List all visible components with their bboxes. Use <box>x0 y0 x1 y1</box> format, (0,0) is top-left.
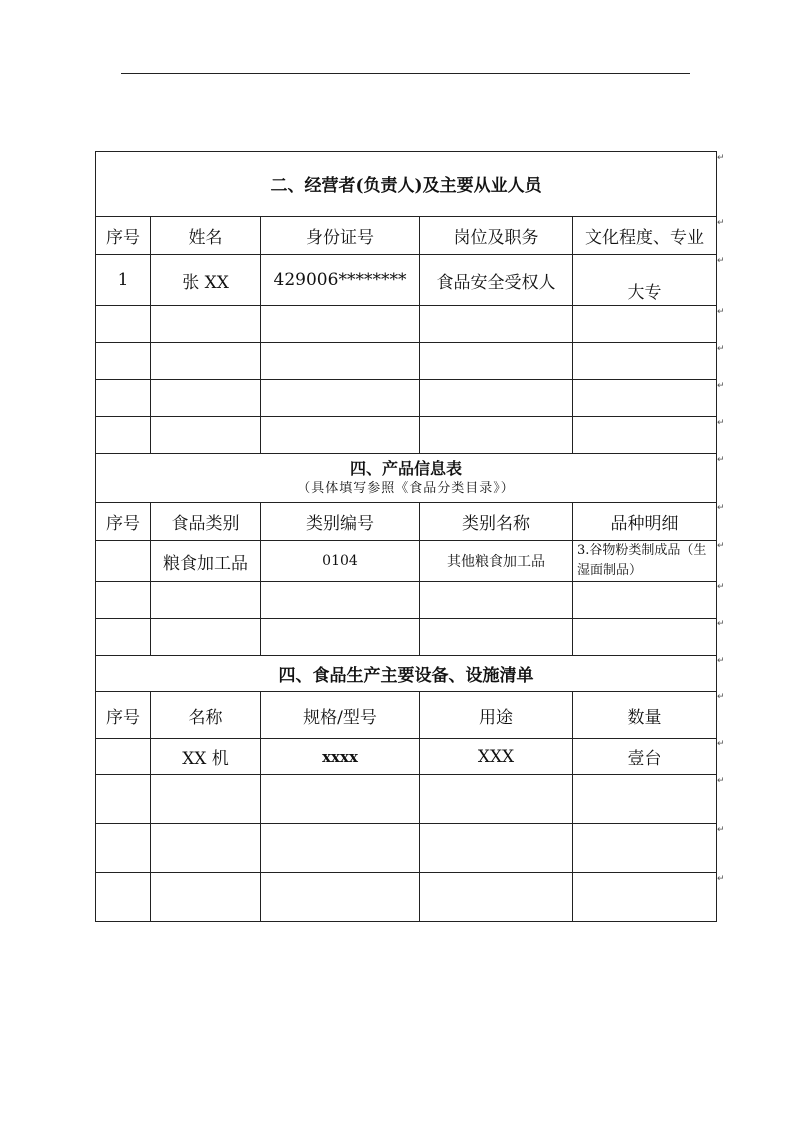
empty-cell[interactable] <box>96 775 151 824</box>
empty-cell[interactable] <box>420 582 573 619</box>
header-name: 姓名 <box>151 217 261 255</box>
cell-index[interactable]: 1 <box>96 255 151 306</box>
empty-cell[interactable] <box>573 343 717 380</box>
paragraph-mark-icon: ↵ <box>717 619 725 629</box>
empty-cell[interactable] <box>96 417 151 454</box>
empty-cell[interactable] <box>96 380 151 417</box>
paragraph-mark-icon: ↵ <box>717 344 725 354</box>
empty-cell[interactable] <box>151 873 261 922</box>
empty-cell[interactable] <box>96 873 151 922</box>
header-equipment-name: 名称 <box>151 692 261 739</box>
empty-cell[interactable] <box>420 417 573 454</box>
empty-cell[interactable] <box>151 417 261 454</box>
paragraph-mark-icon: ↵ <box>717 692 725 702</box>
empty-cell[interactable] <box>151 619 261 656</box>
empty-cell[interactable] <box>261 306 420 343</box>
empty-cell[interactable] <box>151 775 261 824</box>
empty-cell[interactable] <box>261 775 420 824</box>
cell-index[interactable] <box>96 739 151 775</box>
empty-cell[interactable] <box>261 873 420 922</box>
table-row <box>96 417 717 454</box>
cell-index[interactable] <box>96 541 151 582</box>
paragraph-mark-icon: ↵ <box>717 503 725 513</box>
paragraph-mark-icon: ↵ <box>717 582 725 592</box>
empty-cell[interactable] <box>573 619 717 656</box>
empty-cell[interactable] <box>573 417 717 454</box>
paragraph-mark-icon: ↵ <box>717 455 725 465</box>
empty-cell[interactable] <box>573 873 717 922</box>
header-spec-model: 规格/型号 <box>261 692 420 739</box>
empty-cell[interactable] <box>420 380 573 417</box>
header-index: 序号 <box>96 692 151 739</box>
empty-cell[interactable] <box>420 824 573 873</box>
table-row <box>96 824 717 873</box>
header-position: 岗位及职务 <box>420 217 573 255</box>
empty-cell[interactable] <box>151 380 261 417</box>
section3-header-row <box>96 692 717 739</box>
paragraph-mark-icon: ↵ <box>717 656 725 666</box>
paragraph-mark-icon: ↵ <box>717 153 725 163</box>
header-variety-detail: 品种明细 <box>573 503 717 541</box>
empty-cell[interactable] <box>151 343 261 380</box>
empty-cell[interactable] <box>96 343 151 380</box>
empty-cell[interactable] <box>96 582 151 619</box>
empty-cell[interactable] <box>420 619 573 656</box>
table-row <box>96 582 717 619</box>
empty-cell[interactable] <box>573 582 717 619</box>
empty-cell[interactable] <box>261 343 420 380</box>
empty-cell[interactable] <box>573 380 717 417</box>
empty-cell[interactable] <box>261 582 420 619</box>
section2-subtitle: （具体填写参照《食品分类目录》） <box>297 481 515 496</box>
empty-cell[interactable] <box>96 824 151 873</box>
empty-cell[interactable] <box>420 343 573 380</box>
table-row <box>96 343 717 380</box>
paragraph-mark-icon: ↵ <box>717 256 725 266</box>
paragraph-mark-icon: ↵ <box>717 825 725 835</box>
empty-cell[interactable] <box>420 873 573 922</box>
table-row <box>96 255 717 306</box>
table-row <box>96 380 717 417</box>
header-category-name: 类别名称 <box>420 503 573 541</box>
paragraph-mark-icon: ↵ <box>717 541 725 551</box>
cell-id-number[interactable]: 429006******** <box>261 255 420 306</box>
empty-cell[interactable] <box>261 619 420 656</box>
empty-cell[interactable] <box>151 582 261 619</box>
cell-food-category[interactable]: 粮食加工品 <box>151 541 261 582</box>
paragraph-mark-icon: ↵ <box>717 418 725 428</box>
table-row <box>96 541 717 582</box>
table-row <box>96 619 717 656</box>
empty-cell[interactable] <box>261 824 420 873</box>
paragraph-mark-icon: ↵ <box>717 874 725 884</box>
table-row <box>96 306 717 343</box>
cell-category-name[interactable]: 其他粮食加工品 <box>420 541 573 582</box>
section3-title-row <box>96 656 717 692</box>
section1-title-row <box>96 152 717 217</box>
cell-quantity[interactable]: 壹台 <box>573 739 717 775</box>
section1-header-row <box>96 217 717 255</box>
empty-cell[interactable] <box>151 824 261 873</box>
empty-cell[interactable] <box>573 824 717 873</box>
header-purpose: 用途 <box>420 692 573 739</box>
empty-cell[interactable] <box>573 306 717 343</box>
paragraph-mark-icon: ↵ <box>717 218 725 228</box>
cell-category-code[interactable]: 0104 <box>261 541 420 582</box>
section2-title-row <box>96 454 717 503</box>
cell-name[interactable]: 张 XX <box>151 255 261 306</box>
empty-cell[interactable] <box>420 306 573 343</box>
empty-cell[interactable] <box>261 380 420 417</box>
table-row <box>96 775 717 824</box>
section1-title: 二、经营者(负责人)及主要从业人员 <box>96 152 717 217</box>
table-row <box>96 873 717 922</box>
paragraph-mark-icon: ↵ <box>717 739 725 749</box>
paragraph-mark-icon: ↵ <box>717 307 725 317</box>
empty-cell[interactable] <box>151 306 261 343</box>
header-education: 文化程度、专业 <box>573 217 717 255</box>
cell-spec-model[interactable]: xxxx <box>261 739 420 775</box>
empty-cell[interactable] <box>96 306 151 343</box>
header-rule <box>121 73 690 74</box>
cell-variety-detail[interactable]: 3.谷物粉类制成品（生湿面制品） <box>573 541 717 582</box>
cell-position[interactable]: 食品安全受权人 <box>420 255 573 306</box>
empty-cell[interactable] <box>261 417 420 454</box>
cell-purpose[interactable]: XXX <box>420 739 573 775</box>
header-category-code: 类别编号 <box>261 503 420 541</box>
header-index: 序号 <box>96 217 151 255</box>
header-index: 序号 <box>96 503 151 541</box>
header-id-number: 身份证号 <box>261 217 420 255</box>
section2-title-cell <box>96 454 717 503</box>
cell-education[interactable]: 大专 <box>573 255 717 306</box>
header-food-category: 食品类别 <box>151 503 261 541</box>
section3-title: 四、食品生产主要设备、设施清单 <box>96 656 717 692</box>
paragraph-mark-icon: ↵ <box>717 776 725 786</box>
paragraph-marks <box>717 0 727 1122</box>
empty-cell[interactable] <box>420 775 573 824</box>
section2-title: 四、产品信息表 <box>350 459 463 478</box>
header-quantity: 数量 <box>573 692 717 739</box>
paragraph-mark-icon: ↵ <box>717 381 725 391</box>
table-row <box>96 739 717 775</box>
empty-cell[interactable] <box>573 775 717 824</box>
registration-form-table <box>95 151 717 922</box>
cell-equipment-name[interactable]: XX 机 <box>151 739 261 775</box>
empty-cell[interactable] <box>96 619 151 656</box>
section2-header-row <box>96 503 717 541</box>
